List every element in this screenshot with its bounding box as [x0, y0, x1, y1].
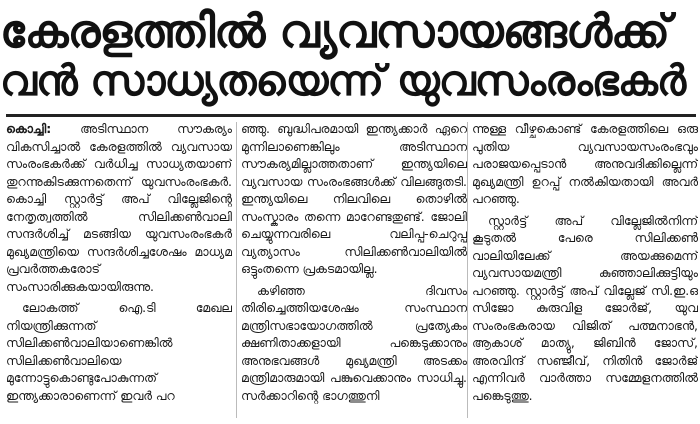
paragraph: സ്റ്റാർട്ട് അപ് വില്ലേജിൽനിന്ന് കൂടുതൽ പേരെ സിലിക്കൺ വാലിയിലേക്ക് അയക്കുമെന്ന് വ്യവസായമന്ത്രി കുഞ്ഞാലിക്കുട്ടിയും പറഞ്ഞു. സ്റ്റാർട്ട് അപ് വില്ലേജ് സി.ഇ.ഒ സിജോ കുരുവിള ജോർജ്, യുവ സംരംഭകരായ വിജിത് പത്മനാഭൻ, ആകാശ് മാത്യു, ജിബിൻ ജോസ്, അരവിന്ദ് സഞ്ജീവ്, നിതിൻ ജോർജ് എന്നിവർ വാർത്താ സമ്മേളനത്തിൽ പങ്കെടുത്തു. — [472, 212, 698, 403]
paragraph: കഴിഞ്ഞ ദിവസം തിരിച്ചെത്തിയശേഷം സംസ്ഥാന മന്ത്രിസഭായോഗത്തിൽ പ്രത്യേകം ക്ഷണിതാക്കളായി പങ്കെടുക്കാനും അനുഭവങ്ങൾ മുഖ്യമന്ത്രി അടക്കം മന്ത്രിമാരുമായി പങ്കുവെക്കാനും സാധിച്ചു. സർക്കാറിന്റെ ഭാഗത്തുനി — [241, 282, 467, 403]
column-divider — [467, 122, 468, 418]
article-column-2 — [241, 120, 467, 420]
paragraph-text: അടിസ്ഥാന സൗകര്യം വികസിച്ചാൽ കേരളത്തിൽ വ്യവസായ സംരംഭകർക്ക് വർധിച്ച സാധ്യതയാണ് തുറന്നുകിടക്കുന്നതെന്ന് യുവസംരംഭകർ. കൊച്ചി സ്റ്റാർട്ട് അപ് വില്ലേജിന്റെ നേതൃത്വത്തിൽ സിലിക്കൺവാലി സന്ദർശിച്ച് മടങ്ങിയ യുവസംരംഭകർ മുഖ്യമന്ത്രിയെ സന്ദർശിച്ചശേഷം മാധ്യമ പ്രവർത്തകരോട് സംസാരിക്കുകയായിരുന്നു. — [6, 121, 232, 294]
column-divider — [236, 122, 237, 418]
dateline: കൊച്ചി: — [6, 121, 52, 136]
paragraph: ന്നുള്ള വീഴ്ചകൊണ്ട് കേരളത്തിലെ ഒരു പുതിയ വ്യവസായസംരംഭവും പരാജയപ്പെടാൻ അനുവദിക്കില്ലെന്ന് മുഖ്യമന്ത്രി ഉറപ്പ് നൽകിയതായി അവർ പറഞ്ഞു. — [472, 121, 698, 206]
paragraph: ഞ്ഞു. ബുദ്ധിപരമായി ഇന്ത്യക്കാർ ഏറെ മുന്നിലാണെങ്കിലും അടിസ്ഥാന സൗകര്യമില്ലാത്തതാണ് ഇന്ത്യയിലെ വ്യവസായ സംരംഭങ്ങൾക്ക് വിലങ്ങുതടി. ഇന്ത്യയിലെ നിലവിലെ തൊഴിൽ സംസ്കാരം തന്നെ മാറേണ്ടതുണ്ട്. ജോലി ചെയ്യുന്നവരിലെ വലിപ്പ-ചെറുപ്പ വ്യത്യാസം സിലിക്കൺവാലിയിൽ ഒട്ടുംതന്നെ പ്രകടമായില്ല. — [241, 121, 467, 276]
article-column-3 — [472, 120, 698, 420]
paragraph: ലോകത്ത് ഐ.ടി മേഖല നിയന്ത്രിക്കുന്നത് സിലിക്കൺവാലിയാണെങ്കിൽ സിലിക്കൺവാലിയെ മുന്നോട്ടുകൊണ്ടുപോകുന്നത് ഇന്ത്യക്കാരാണെന്ന് ഇവർ പറ — [6, 300, 232, 403]
headline-line-2: വൻ സാധ്യതയെന്ന് യുവസംരംഭകർ — [0, 56, 686, 105]
paragraph — [6, 120, 232, 295]
headline-line-1: കേരളത്തിൽ വ്യവസായങ്ങൾക്ക് — [0, 4, 670, 58]
article-column-1 — [6, 120, 232, 420]
headline-rule — [6, 114, 696, 117]
